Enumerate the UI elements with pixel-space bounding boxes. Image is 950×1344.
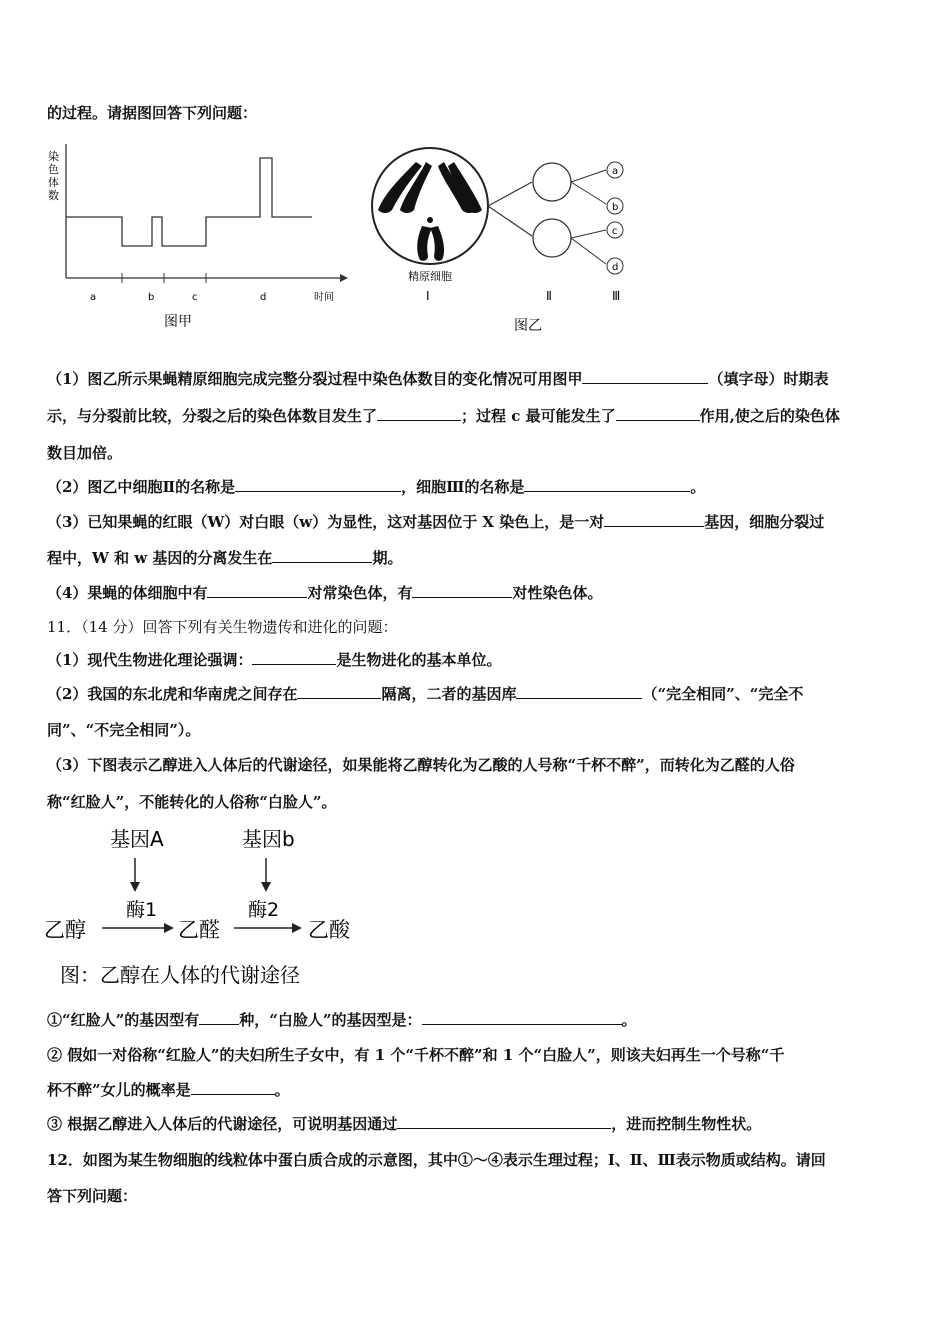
figure-yi-diagram [366, 136, 638, 341]
stage-label: c [192, 292, 198, 303]
text: （填字母）时期表 [708, 370, 829, 388]
text: 。 [274, 1081, 290, 1099]
arrowhead [261, 882, 271, 892]
figure-jia [44, 138, 354, 342]
acetaldehyde-label: 乙醛 [178, 918, 220, 942]
answer-blank[interactable] [516, 684, 642, 699]
text: 期。 [372, 549, 403, 567]
q10-part4 [47, 583, 602, 603]
enzyme-1-label: 酶1 [126, 899, 158, 921]
text: （2）我国的东北虎和华南虎之间存在 [47, 685, 298, 703]
text: 对性染色体。 [512, 584, 603, 602]
text: 基因，细胞分裂过 [704, 513, 825, 531]
figure-yi-caption: 图乙 [514, 318, 542, 334]
chromosome-count-line [66, 158, 312, 246]
text: 对常染色体，有 [307, 584, 413, 602]
intro-line: 的过程。请据图回答下列问题： [47, 104, 258, 122]
answer-blank[interactable] [422, 1010, 622, 1025]
figure-jia-graph [44, 138, 354, 338]
arrowhead [292, 923, 302, 933]
q10-part1-line1 [47, 369, 828, 389]
text: ③ 根据乙醇进入人体后的代谢途径，可说明基因通过 [47, 1115, 398, 1133]
q11-sub1 [47, 1010, 637, 1030]
cell-ii-top [533, 163, 571, 201]
text: 隔离，二者的基因库 [381, 685, 517, 703]
chromosomes [378, 162, 482, 261]
ethanol-label: 乙醇 [44, 918, 86, 942]
figure-jia-caption: 图甲 [164, 314, 192, 330]
roman-label: Ⅱ [546, 289, 552, 303]
text: 程中，W 和 w 基因的分离发生在 [47, 549, 273, 567]
answer-blank[interactable] [297, 684, 381, 699]
answer-blank[interactable] [235, 477, 401, 492]
q12-line2: 答下列问题： [47, 1187, 138, 1205]
answer-blank[interactable] [252, 650, 336, 665]
connector [488, 206, 532, 236]
gene-b-label: 基因b [242, 827, 295, 851]
text: （1）现代生物进化理论强调： [47, 651, 253, 669]
answer-blank[interactable] [616, 406, 700, 421]
arrowhead [130, 882, 140, 892]
roman-label: Ⅲ [612, 289, 621, 303]
q12-line1: 12．如图为某生物细胞的线粒体中蛋白质合成的示意图，其中①～④表示生理过程；Ⅰ、Ⅱ、Ⅲ表示物质或结构。请回 [47, 1151, 826, 1169]
arrow [571, 230, 606, 238]
q10-part1-line2 [47, 406, 840, 426]
answer-blank[interactable] [207, 583, 307, 598]
answer-blank[interactable] [412, 583, 512, 598]
text: ，进而控制生物性状。 [611, 1115, 762, 1133]
arrow [571, 170, 606, 182]
q10-part3-line1 [47, 512, 824, 532]
text: ①“红脸人”的基因型有 [47, 1011, 200, 1029]
q11-sub2-line1: ② 假如一对俗称“红脸人”的夫妇所生子女中，有 1 个“千杯不醉”和 1 个“白脸人”，则该夫妇再生一个号称“千 [47, 1046, 785, 1064]
connector [488, 182, 532, 206]
q10-part2 [47, 477, 705, 497]
q11-part3-line1: （3）下图表示乙醇进入人体后的代谢途径，如果能将乙醇转化为乙酸的人号称“千杯不醉”，而转化为乙醛的人俗 [47, 756, 795, 774]
cell-label: c [612, 226, 618, 237]
answer-blank[interactable] [199, 1010, 239, 1025]
stage-label: a [90, 292, 97, 303]
text: 示，与分裂前比较，分裂之后的染色体数目发生了 [47, 407, 378, 425]
q11-header: 11．（14 分）回答下列有关生物遗传和进化的问题： [47, 618, 398, 636]
text: （3）已知果蝇的红眼（W）对白眼（w）为显性，这对基因位于 X 染色上，是一对 [47, 513, 605, 531]
cell-label: d [612, 262, 619, 273]
text: （2）图乙中细胞Ⅱ的名称是 [47, 478, 236, 496]
cell-i-label: 精原细胞 [408, 270, 452, 283]
cell-label: b [612, 202, 619, 213]
text: 杯不醉”女儿的概率是 [47, 1081, 191, 1099]
q10-part3-line2 [47, 548, 402, 568]
q11-part2-line2: 同”、“不完全相同”）。 [47, 721, 201, 739]
roman-label: Ⅰ [426, 289, 430, 303]
ylabel-char: 染 [48, 150, 59, 163]
x-axis-arrow [340, 274, 348, 282]
pathway-diagram [44, 820, 364, 995]
text: （“完全相同”、“完全不 [642, 685, 804, 703]
arrow [571, 182, 606, 204]
q11-part3-line2: 称“红脸人”，不能转化的人俗称“白脸人”。 [47, 793, 337, 811]
text: 。 [690, 478, 706, 496]
q11-sub2-line2 [47, 1080, 290, 1100]
ylabel-char: 体 [48, 176, 59, 189]
text: （1）图乙所示果蝇精原细胞完成完整分裂过程中染色体数目的变化情况可用图甲 [47, 370, 583, 388]
ylabel-char: 数 [48, 189, 59, 202]
answer-blank[interactable] [604, 512, 704, 527]
q11-part2-line1 [47, 684, 803, 704]
acetic-acid-label: 乙酸 [308, 918, 350, 942]
ylabel-char: 色 [48, 163, 59, 176]
answer-blank[interactable] [272, 548, 372, 563]
cell-ii-bottom [533, 219, 571, 257]
arrow [571, 238, 606, 264]
figure-yi [366, 136, 638, 345]
stage-label: b [148, 292, 155, 303]
answer-blank[interactable] [191, 1080, 275, 1095]
text: 。 [621, 1011, 637, 1029]
pathway-caption: 图：乙醇在人体的代谢途径 [60, 963, 300, 987]
q10-part1-line3: 数目加倍。 [47, 444, 123, 462]
answer-blank[interactable] [377, 406, 461, 421]
answer-blank[interactable] [524, 477, 690, 492]
gene-a-label: 基因A [110, 827, 164, 851]
x-axis-label: 时间 [314, 292, 334, 303]
text: （4）果蝇的体细胞中有 [47, 584, 208, 602]
cell-label: a [612, 166, 619, 177]
text: 是生物进化的基本单位。 [336, 651, 502, 669]
text: ，细胞Ⅲ的名称是 [401, 478, 525, 496]
metabolic-pathway-figure [44, 820, 364, 999]
answer-blank[interactable] [397, 1114, 611, 1129]
enzyme-2-label: 酶2 [248, 899, 280, 921]
arrowhead [164, 923, 174, 933]
stage-label: d [260, 292, 267, 303]
q11-sub3 [47, 1114, 761, 1134]
answer-blank[interactable] [582, 369, 708, 384]
text: ；过程 c 最可能发生了 [461, 407, 616, 425]
text: 种，“白脸人”的基因型是： [239, 1011, 422, 1029]
q11-part1 [47, 650, 501, 670]
text: 作用,使之后的染色体 [699, 407, 840, 425]
